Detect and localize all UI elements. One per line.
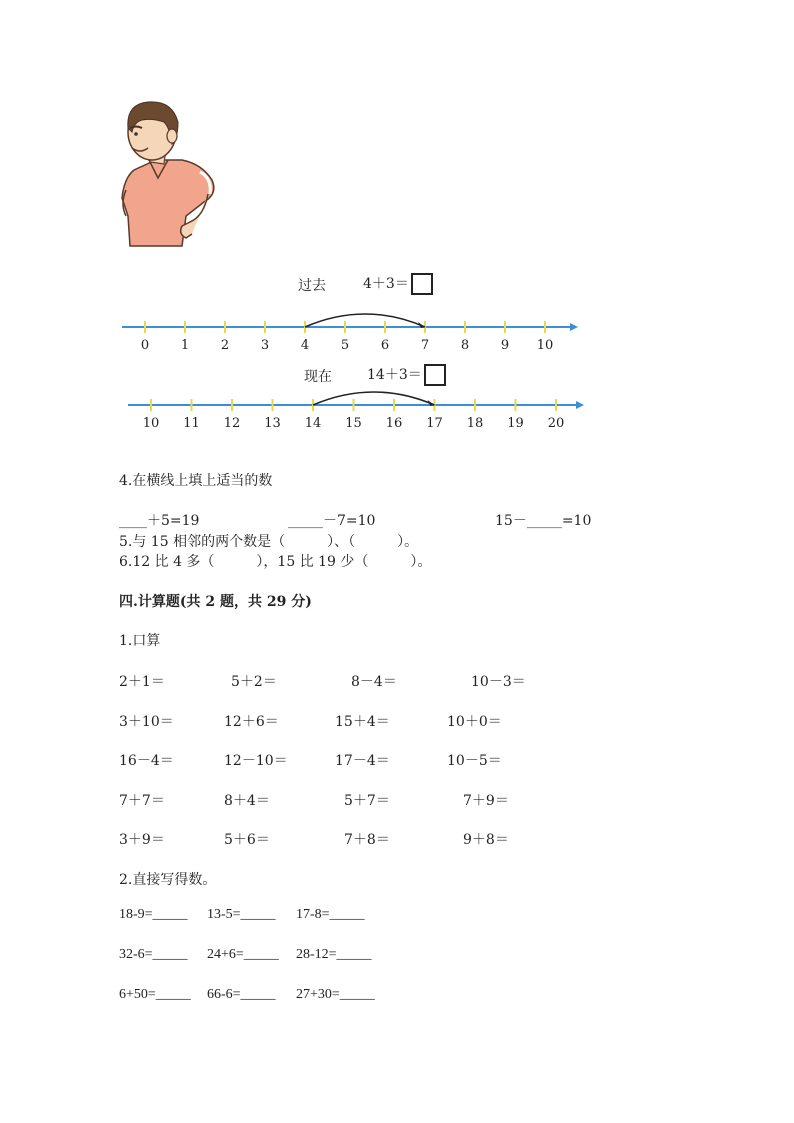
jump-arc <box>313 392 435 405</box>
q6: 6.12 比 4 多（ ），15 比 19 少（ ）。 <box>119 554 432 570</box>
tick-label: 2 <box>220 338 230 353</box>
tick-label: 17 <box>426 416 443 431</box>
calc1-item: 8－4＝ <box>351 674 397 690</box>
numberline1-label: 过去 <box>298 278 326 294</box>
answer-box[interactable] <box>411 273 433 295</box>
calc1-item: 10－3＝ <box>471 674 526 690</box>
calc1-item: 5＋6＝ <box>224 832 270 848</box>
tick-label: 15 <box>345 416 362 431</box>
tick-label: 3 <box>260 338 270 353</box>
calc2-item[interactable]: 24+6=_____ <box>207 947 279 962</box>
calc1-item: 17－4＝ <box>335 753 390 769</box>
tick-label: 10 <box>536 338 554 353</box>
q4-blank-2[interactable]: _____－7=10 <box>288 513 376 529</box>
tick-label: 18 <box>466 416 484 431</box>
tick-label: 1 <box>180 338 190 353</box>
calc1-item: 3＋10＝ <box>119 713 174 730</box>
tick-label: 10 <box>142 416 160 431</box>
calc1-item: 7＋9＝ <box>463 792 509 809</box>
q4-title: 4.在横线上填上适当的数 <box>119 473 273 489</box>
section-title: 四.计算题(共 2 题，共 29 分) <box>119 594 312 610</box>
calc2-item[interactable]: 13-5=_____ <box>207 907 276 922</box>
numberline1-equation <box>363 273 433 295</box>
tick-label: 11 <box>183 416 200 431</box>
calc1-item: 9＋8＝ <box>463 832 509 848</box>
calc2-item[interactable]: 17-8=_____ <box>296 907 365 922</box>
numberline2-equation-text: 14＋3＝ <box>367 367 422 383</box>
teacher-illustration <box>112 98 224 250</box>
numberline2 <box>124 388 594 434</box>
tick-label: 16 <box>385 416 403 431</box>
numberline1-equation-text: 4＋3＝ <box>363 276 409 292</box>
q4-blank-3[interactable]: 15－_____=10 <box>495 513 592 529</box>
calc2-title: 2.直接写得数。 <box>119 872 217 888</box>
q4-blank-1[interactable]: ____＋5=19 <box>119 513 200 529</box>
tick-label: 14 <box>304 416 322 431</box>
calc1-item: 7＋8＝ <box>344 832 390 848</box>
calc2-item[interactable]: 66-6=_____ <box>207 987 276 1002</box>
tick-label: 20 <box>547 416 565 431</box>
calc1-item: 12－10＝ <box>224 753 288 769</box>
tick-label: 4 <box>300 338 310 353</box>
calc1-item: 10－5＝ <box>447 753 502 769</box>
calc1-item: 7＋7＝ <box>119 792 165 809</box>
calc1-item: 15＋4＝ <box>335 713 390 730</box>
calc1-item: 12＋6＝ <box>224 713 279 730</box>
q5: 5.与 15 相邻的两个数是（ ）、（ ）。 <box>119 534 419 550</box>
numberline1 <box>118 308 588 354</box>
axis-arrow-icon <box>576 401 584 409</box>
calc1-item: 2＋1＝ <box>119 674 165 690</box>
tick-label: 9 <box>500 338 510 353</box>
tick-label: 6 <box>380 338 390 353</box>
numberline2-label: 现在 <box>304 369 332 385</box>
jump-arc <box>305 314 425 327</box>
calc2-item[interactable]: 18-9=_____ <box>119 907 188 922</box>
tick-label: 0 <box>140 338 150 353</box>
calc2-item[interactable]: 6+50=_____ <box>119 987 191 1002</box>
tick-label: 13 <box>264 416 281 431</box>
calc1-item: 5＋2＝ <box>231 674 277 690</box>
tick-label: 12 <box>223 416 241 431</box>
calc1-item: 3＋9＝ <box>119 832 165 848</box>
numberline2-equation <box>367 364 446 386</box>
axis-arrow-icon <box>570 323 578 331</box>
calc1-item: 5＋7＝ <box>344 792 390 809</box>
calc1-title: 1.口算 <box>119 633 161 649</box>
calc1-item: 16－4＝ <box>119 753 174 769</box>
calc1-item: 8＋4＝ <box>224 792 270 809</box>
tick-label: 5 <box>340 338 350 353</box>
calc1-item: 10＋0＝ <box>447 713 502 730</box>
calc2-item[interactable]: 27+30=_____ <box>296 987 375 1002</box>
tick-label: 7 <box>420 338 430 353</box>
tick-label: 8 <box>460 338 470 353</box>
answer-box[interactable] <box>424 364 446 386</box>
calc2-item[interactable]: 28-12=_____ <box>296 947 372 962</box>
tick-label: 19 <box>507 416 524 431</box>
calc2-item[interactable]: 32-6=_____ <box>119 947 188 962</box>
